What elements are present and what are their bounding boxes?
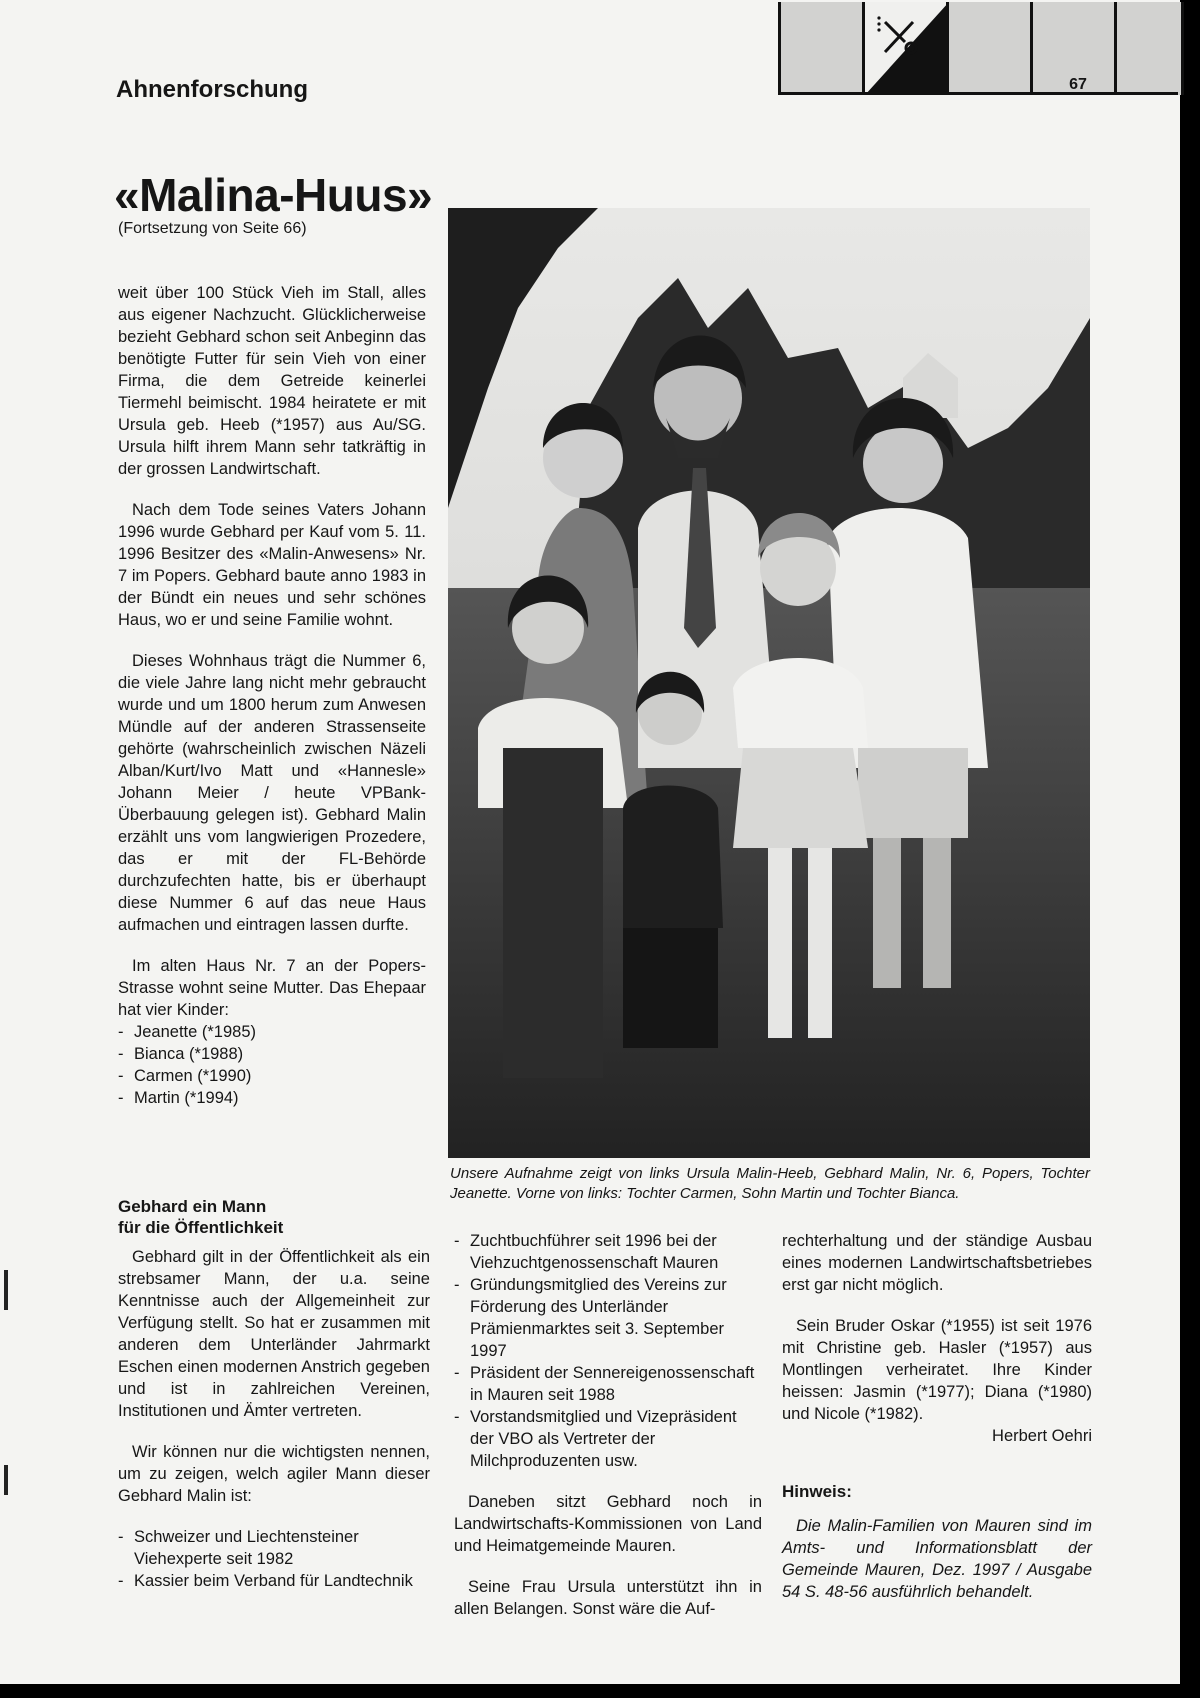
page-number: 67 <box>1069 76 1087 93</box>
scan-margin-mark <box>4 1270 8 1310</box>
subheading <box>118 1196 430 1238</box>
subheading-line: Gebhard ein Mann <box>118 1197 267 1216</box>
subheading-line: für die Öffentlichkeit <box>118 1218 284 1237</box>
note-text: Die Malin-Familien von Mauren sind im Amts- und Informationsblatt der Gemeinde Mauren, Dez. 1997 / Ausgabe 54 S. 48-56 ausführlich behandelt. <box>782 1517 1092 1601</box>
list-item: - Bianca (*1988) <box>118 1043 426 1065</box>
article-title: «Malina-Huus» <box>114 169 433 221</box>
header-rule <box>778 92 1178 95</box>
family-photo <box>448 208 1090 1158</box>
list-item: - Schweizer und Liechtensteiner Viehexperte seit 1982 <box>118 1526 430 1570</box>
tab-empty <box>778 2 862 95</box>
author-signature: Herbert Oehri <box>992 1427 1092 1445</box>
tab-empty <box>946 2 1030 95</box>
text-column-1 <box>118 282 426 1128</box>
list-item: - Martin (*1994) <box>118 1087 426 1109</box>
paragraph: Im alten Haus Nr. 7 an der Popers-Strasse wohnt seine Mutter. Das Ehepaar hat vier Kinder: <box>118 957 426 1019</box>
tab-emblem <box>862 2 946 95</box>
paragraph: rechterhaltung und der ständige Ausbau eines modernen Landwirtschaftsbetriebes erst gar nicht möglich. <box>782 1232 1092 1294</box>
paragraph: Dieses Wohnhaus trägt die Nummer 6, die viele Jahre lang nicht mehr gebraucht wurde und um 1800 herum zum Anwesen Mündle auf der anderen Strassenseite gehörte (wahrscheinlich zwischen Näzeli Alban/Kurt/Ivo Matt und «Hannesle» Johann Meier / heute VPBank-Überbauung gelegen ist). Gebhard Malin erzählt uns vom langwierigen Prozedere, das er mit der FL-Behörde durchzufechten hatte, bis er überhaupt diese Nummer 6 auf das neue Haus aufmachen und eintragen lassen durfte. <box>118 652 426 934</box>
list-item: - Carmen (*1990) <box>118 1065 426 1087</box>
paragraph: Gebhard gilt in der Öffentlichkeit als ein strebsamer Mann, der u.a. seine Kenntnisse auch der Allgemeinheit zur Verfügung stellt. So hat er zusammen mit anderen dem Unterländer Jahrmarkt Eschen einen modernen Anstrich gegeben und ist in zahlreichen Vereinen, Institutionen und Ämter vertreten. <box>118 1248 430 1420</box>
roles-list-continued <box>454 1230 762 1472</box>
list-item: - Vorstandsmitglied und Vizepräsident der VBO als Vertreter der Milchproduzenten usw. <box>454 1406 762 1472</box>
paragraph: Seine Frau Ursula unterstützt ihn in allen Belangen. Sonst wäre die Auf- <box>454 1578 762 1618</box>
list-item: - Präsident der Sennereigenossenschaft in Mauren seit 1988 <box>454 1362 762 1406</box>
text-column-2 <box>454 1230 762 1639</box>
section-tabs <box>778 2 1184 95</box>
list-item: - Gründungsmitglied des Vereins zur Förderung des Unterländer Prämienmarktes seit 3. September 1997 <box>454 1274 762 1362</box>
paragraph: weit über 100 Stück Vieh im Stall, alles aus eigener Nachzucht. Glücklicherweise bezieht Gebhard schon seit Anbeginn das benötigte Futter für sein Vieh von einer Firma, die dem Getreide keinerlei Tiermehl beimischt. 1984 heiratete er mit Ursula geb. Heeb (*1957) aus Au/SG. Ursula hilft ihrem Mann sehr tatkräftig in der grossen Landwirtschaft. <box>118 284 426 478</box>
paragraph: Sein Bruder Oskar (*1955) ist seit 1976 mit Christine geb. Hasler (*1957) aus Montlingen verheiratet. Ihre Kinder heissen: Jasmin (*1977); Diana (*1980) und Nicole (*1982). <box>782 1317 1092 1423</box>
paragraph: Nach dem Tode seines Vaters Johann 1996 wurde Gebhard per Kauf vom 5. 11. 1996 Besitzer des «Malin-Anwesens» Nr. 7 im Popers. Gebhard baute anno 1983 in der Bündt ein neues und sehr schönes Haus, wo er und seine Familie wohnt. <box>118 501 426 629</box>
list-item: - Jeanette (*1985) <box>118 1021 426 1043</box>
paragraph: Daneben sitzt Gebhard noch in Landwirtschafts-Kommissionen von Land und Heimatgemeinde Mauren. <box>454 1493 762 1555</box>
photo-caption: Unsere Aufnahme zeigt von links Ursula Malin-Heeb, Gebhard Malin, Nr. 6, Popers, Tochter Jeanette. Vorne von links: Tochter Carmen, Sohn Martin und Tochter Bianca. <box>450 1165 1090 1202</box>
children-list <box>118 1021 426 1109</box>
scan-margin-mark <box>4 1465 8 1495</box>
tab-empty <box>1114 2 1184 95</box>
boy-figure <box>623 786 723 929</box>
note-heading: Hinweis: <box>782 1482 852 1501</box>
list-item: - Zuchtbuchführer seit 1996 bei der Viehzuchtgenossenschaft Mauren <box>454 1230 762 1274</box>
girl-center-figure <box>733 658 868 748</box>
text-column-1-lower <box>118 1196 430 1611</box>
list-item: - Kassier beim Verband für Landtechnik <box>118 1570 430 1592</box>
text-column-3 <box>782 1230 1092 1622</box>
paragraph: Wir können nur die wichtigsten nennen, um zu zeigen, welch agiler Mann dieser Gebhard Malin ist: <box>118 1443 430 1505</box>
section-heading: Ahnenforschung <box>116 76 308 103</box>
roles-list <box>118 1526 430 1592</box>
continuation-note: (Fortsetzung von Seite 66) <box>118 220 307 237</box>
